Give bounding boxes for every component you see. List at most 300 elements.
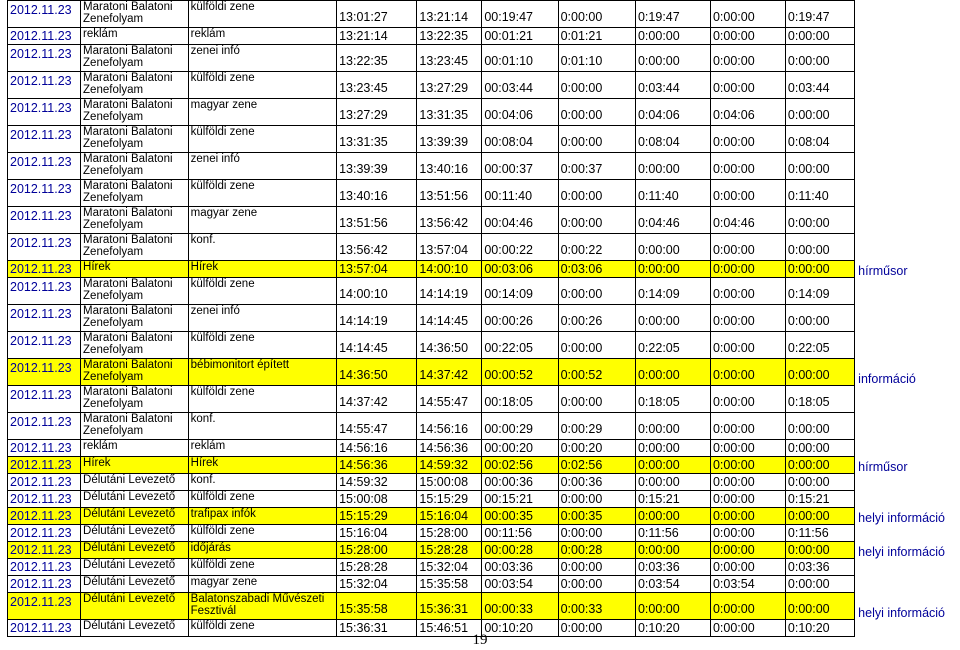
category-cell: magyar zene — [188, 99, 336, 126]
start-time-cell: 13:40:16 — [337, 180, 417, 207]
hungarian-music-cell: 0:00:00 — [710, 153, 785, 180]
music-duration-cell: 0:10:20 — [635, 620, 710, 637]
program-cell: Maratoni Balatoni Zenefolyam — [81, 359, 189, 386]
start-time-cell: 13:39:39 — [337, 153, 417, 180]
table-row — [8, 278, 960, 305]
hungarian-music-cell: 0:04:06 — [710, 99, 785, 126]
foreign-music-cell: 0:00:00 — [785, 508, 854, 525]
music-duration-cell: 0:00:00 — [635, 261, 710, 278]
foreign-music-cell: 0:00:00 — [785, 28, 854, 45]
note-cell: információ — [858, 371, 916, 386]
start-time-cell: 14:00:10 — [337, 278, 417, 305]
start-time-cell: 13:22:35 — [337, 45, 417, 72]
table-row — [8, 386, 960, 413]
foreign-music-cell: 0:00:00 — [785, 474, 854, 491]
category-cell: reklám — [188, 440, 336, 457]
program-cell: Maratoni Balatoni Zenefolyam — [81, 1, 189, 28]
music-duration-cell: 0:00:00 — [635, 440, 710, 457]
music-duration-cell: 0:19:47 — [635, 1, 710, 28]
category-cell: zenei infó — [188, 153, 336, 180]
program-cell: Délutáni Levezető — [81, 576, 189, 593]
end-time-cell: 15:32:04 — [417, 559, 482, 576]
music-duration-cell: 0:04:06 — [635, 99, 710, 126]
table-row — [8, 45, 960, 72]
note-cell: helyi információ — [858, 510, 946, 525]
table-row — [8, 180, 960, 207]
speech-duration-cell: 0:00:33 — [558, 593, 635, 620]
music-duration-cell: 0:00:00 — [635, 234, 710, 261]
music-duration-cell: 0:14:09 — [635, 278, 710, 305]
table-row — [8, 542, 960, 559]
duration-cell: 00:03:44 — [482, 72, 558, 99]
table-row — [8, 234, 960, 261]
hungarian-music-cell: 0:00:00 — [710, 261, 785, 278]
foreign-music-cell: 0:11:40 — [785, 180, 854, 207]
category-cell: Hírek — [188, 457, 336, 474]
note-cell — [855, 386, 960, 413]
note-cell: helyi információ — [858, 544, 946, 559]
duration-cell: 00:00:52 — [482, 359, 558, 386]
start-time-cell: 15:35:58 — [337, 593, 417, 620]
end-time-cell: 14:56:36 — [417, 440, 482, 457]
speech-duration-cell: 0:01:10 — [558, 45, 635, 72]
program-cell: Maratoni Balatoni Zenefolyam — [81, 99, 189, 126]
hungarian-music-cell: 0:00:00 — [710, 126, 785, 153]
end-time-cell: 15:28:00 — [417, 525, 482, 542]
category-cell: külföldi zene — [188, 525, 336, 542]
speech-duration-cell: 0:00:00 — [558, 1, 635, 28]
note-cell — [855, 413, 960, 440]
end-time-cell: 14:37:42 — [417, 359, 482, 386]
note-cell — [855, 440, 960, 457]
category-cell: külföldi zene — [188, 620, 336, 637]
note-cell — [855, 72, 960, 99]
program-cell: Délutáni Levezető — [81, 525, 189, 542]
table-row — [8, 126, 960, 153]
music-duration-cell: 0:03:36 — [635, 559, 710, 576]
date-cell: 2012.11.23 — [8, 542, 81, 559]
category-cell: külföldi zene — [188, 386, 336, 413]
category-cell: zenei infó — [188, 45, 336, 72]
foreign-music-cell: 0:00:00 — [785, 593, 854, 620]
speech-duration-cell: 0:00:37 — [558, 153, 635, 180]
foreign-music-cell: 0:03:44 — [785, 72, 854, 99]
table-row — [8, 99, 960, 126]
end-time-cell: 15:46:51 — [417, 620, 482, 637]
table-row — [8, 28, 960, 45]
start-time-cell: 15:28:28 — [337, 559, 417, 576]
foreign-music-cell: 0:11:56 — [785, 525, 854, 542]
category-cell: konf. — [188, 234, 336, 261]
start-time-cell: 14:55:47 — [337, 413, 417, 440]
category-cell: reklám — [188, 28, 336, 45]
category-cell: külföldi zene — [188, 126, 336, 153]
duration-cell: 00:08:04 — [482, 126, 558, 153]
speech-duration-cell: 0:00:00 — [558, 207, 635, 234]
date-cell: 2012.11.23 — [8, 386, 81, 413]
duration-cell: 00:04:06 — [482, 99, 558, 126]
foreign-music-cell: 0:00:00 — [785, 359, 854, 386]
program-cell: Maratoni Balatoni Zenefolyam — [81, 305, 189, 332]
end-time-cell: 13:21:14 — [417, 1, 482, 28]
end-time-cell: 14:14:19 — [417, 278, 482, 305]
program-cell: Maratoni Balatoni Zenefolyam — [81, 72, 189, 99]
speech-duration-cell: 0:00:00 — [558, 576, 635, 593]
program-cell: Maratoni Balatoni Zenefolyam — [81, 180, 189, 207]
start-time-cell: 15:16:04 — [337, 525, 417, 542]
foreign-music-cell: 0:00:00 — [785, 207, 854, 234]
category-cell: konf. — [188, 413, 336, 440]
duration-cell: 00:14:09 — [482, 278, 558, 305]
speech-duration-cell: 0:00:00 — [558, 99, 635, 126]
date-cell: 2012.11.23 — [8, 359, 81, 386]
start-time-cell: 14:37:42 — [337, 386, 417, 413]
speech-duration-cell: 0:00:00 — [558, 620, 635, 637]
speech-duration-cell: 0:00:00 — [558, 126, 635, 153]
program-cell: Délutáni Levezető — [81, 593, 189, 620]
end-time-cell: 15:28:28 — [417, 542, 482, 559]
date-cell: 2012.11.23 — [8, 180, 81, 207]
program-cell: Maratoni Balatoni Zenefolyam — [81, 386, 189, 413]
foreign-music-cell: 0:00:00 — [785, 457, 854, 474]
speech-duration-cell: 0:00:28 — [558, 542, 635, 559]
start-time-cell: 14:14:19 — [337, 305, 417, 332]
foreign-music-cell: 0:18:05 — [785, 386, 854, 413]
end-time-cell: 13:22:35 — [417, 28, 482, 45]
end-time-cell: 13:23:45 — [417, 45, 482, 72]
hungarian-music-cell: 0:00:00 — [710, 28, 785, 45]
foreign-music-cell: 0:00:00 — [785, 99, 854, 126]
note-cell: hírműsor — [858, 459, 908, 474]
category-cell: Hírek — [188, 261, 336, 278]
category-cell: zenei infó — [188, 305, 336, 332]
hungarian-music-cell: 0:00:00 — [710, 305, 785, 332]
program-cell: Délutáni Levezető — [81, 542, 189, 559]
duration-cell: 00:10:20 — [482, 620, 558, 637]
end-time-cell: 13:40:16 — [417, 153, 482, 180]
duration-cell: 00:11:56 — [482, 525, 558, 542]
music-duration-cell: 0:18:05 — [635, 386, 710, 413]
program-cell: Délutáni Levezető — [81, 620, 189, 637]
note-cell — [855, 234, 960, 261]
program-cell: Délutáni Levezető — [81, 474, 189, 491]
note-cell — [855, 180, 960, 207]
date-cell: 2012.11.23 — [8, 508, 81, 525]
start-time-cell: 13:27:29 — [337, 99, 417, 126]
program-cell: Délutáni Levezető — [81, 491, 189, 508]
music-duration-cell: 0:03:44 — [635, 72, 710, 99]
foreign-music-cell: 0:00:00 — [785, 261, 854, 278]
start-time-cell: 13:51:56 — [337, 207, 417, 234]
hungarian-music-cell: 0:03:54 — [710, 576, 785, 593]
category-cell: konf. — [188, 474, 336, 491]
date-cell: 2012.11.23 — [8, 413, 81, 440]
end-time-cell: 15:35:58 — [417, 576, 482, 593]
start-time-cell: 14:59:32 — [337, 474, 417, 491]
music-duration-cell: 0:08:04 — [635, 126, 710, 153]
hungarian-music-cell: 0:00:00 — [710, 440, 785, 457]
table-row — [8, 153, 960, 180]
end-time-cell: 13:31:35 — [417, 99, 482, 126]
start-time-cell: 13:57:04 — [337, 261, 417, 278]
speech-duration-cell: 0:00:20 — [558, 440, 635, 457]
duration-cell: 00:00:22 — [482, 234, 558, 261]
end-time-cell: 13:39:39 — [417, 126, 482, 153]
foreign-music-cell: 0:00:00 — [785, 576, 854, 593]
program-cell: Hírek — [81, 457, 189, 474]
date-cell: 2012.11.23 — [8, 559, 81, 576]
note-cell — [855, 207, 960, 234]
date-cell: 2012.11.23 — [8, 576, 81, 593]
speech-duration-cell: 0:00:35 — [558, 508, 635, 525]
date-cell: 2012.11.23 — [8, 28, 81, 45]
duration-cell: 00:11:40 — [482, 180, 558, 207]
speech-duration-cell: 0:00:36 — [558, 474, 635, 491]
duration-cell: 00:18:05 — [482, 386, 558, 413]
note-cell — [855, 576, 960, 593]
note-cell — [855, 491, 960, 508]
foreign-music-cell: 0:10:20 — [785, 620, 854, 637]
table-row — [8, 1, 960, 28]
end-time-cell: 14:36:50 — [417, 332, 482, 359]
start-time-cell: 13:31:35 — [337, 126, 417, 153]
note-cell — [855, 332, 960, 359]
hungarian-music-cell: 0:00:00 — [710, 332, 785, 359]
table-row — [8, 474, 960, 491]
start-time-cell: 14:56:36 — [337, 457, 417, 474]
end-time-cell: 14:55:47 — [417, 386, 482, 413]
date-cell: 2012.11.23 — [8, 278, 81, 305]
table-row — [8, 261, 960, 278]
note-cell — [855, 474, 960, 491]
duration-cell: 00:02:56 — [482, 457, 558, 474]
note-cell — [855, 45, 960, 72]
date-cell: 2012.11.23 — [8, 620, 81, 637]
note-cell — [855, 525, 960, 542]
speech-duration-cell: 0:02:56 — [558, 457, 635, 474]
program-cell: Maratoni Balatoni Zenefolyam — [81, 413, 189, 440]
date-cell: 2012.11.23 — [8, 99, 81, 126]
foreign-music-cell: 0:00:00 — [785, 45, 854, 72]
broadcast-log-table — [7, 0, 960, 637]
program-cell: Délutáni Levezető — [81, 508, 189, 525]
start-time-cell: 15:15:29 — [337, 508, 417, 525]
duration-cell: 00:00:35 — [482, 508, 558, 525]
date-cell: 2012.11.23 — [8, 234, 81, 261]
date-cell: 2012.11.23 — [8, 440, 81, 457]
music-duration-cell: 0:22:05 — [635, 332, 710, 359]
foreign-music-cell: 0:00:00 — [785, 234, 854, 261]
date-cell: 2012.11.23 — [8, 261, 81, 278]
note-cell — [855, 559, 960, 576]
date-cell: 2012.11.23 — [8, 207, 81, 234]
note-cell — [855, 278, 960, 305]
speech-duration-cell: 0:00:00 — [558, 491, 635, 508]
hungarian-music-cell: 0:00:00 — [710, 180, 785, 207]
program-cell: reklám — [81, 440, 189, 457]
table-row — [8, 440, 960, 457]
date-cell: 2012.11.23 — [8, 305, 81, 332]
table-row — [8, 491, 960, 508]
foreign-music-cell: 0:00:00 — [785, 440, 854, 457]
program-cell: Maratoni Balatoni Zenefolyam — [81, 234, 189, 261]
music-duration-cell: 0:11:40 — [635, 180, 710, 207]
end-time-cell: 14:14:45 — [417, 305, 482, 332]
end-time-cell: 14:00:10 — [417, 261, 482, 278]
duration-cell: 00:00:33 — [482, 593, 558, 620]
note-cell — [855, 99, 960, 126]
duration-cell: 00:03:54 — [482, 576, 558, 593]
foreign-music-cell: 0:19:47 — [785, 1, 854, 28]
start-time-cell: 13:23:45 — [337, 72, 417, 99]
category-cell: magyar zene — [188, 576, 336, 593]
hungarian-music-cell: 0:00:00 — [710, 457, 785, 474]
program-cell: reklám — [81, 28, 189, 45]
hungarian-music-cell: 0:00:00 — [710, 234, 785, 261]
date-cell: 2012.11.23 — [8, 491, 81, 508]
end-time-cell: 13:51:56 — [417, 180, 482, 207]
hungarian-music-cell: 0:00:00 — [710, 413, 785, 440]
foreign-music-cell: 0:14:09 — [785, 278, 854, 305]
end-time-cell: 15:15:29 — [417, 491, 482, 508]
music-duration-cell: 0:00:00 — [635, 508, 710, 525]
note-cell — [855, 1, 960, 28]
speech-duration-cell: 0:00:00 — [558, 72, 635, 99]
end-time-cell: 15:16:04 — [417, 508, 482, 525]
speech-duration-cell: 0:00:00 — [558, 525, 635, 542]
speech-duration-cell: 0:00:22 — [558, 234, 635, 261]
table-row — [8, 525, 960, 542]
category-cell: külföldi zene — [188, 180, 336, 207]
foreign-music-cell: 0:22:05 — [785, 332, 854, 359]
category-cell: külföldi zene — [188, 491, 336, 508]
music-duration-cell: 0:00:00 — [635, 413, 710, 440]
duration-cell: 00:01:10 — [482, 45, 558, 72]
duration-cell: 00:22:05 — [482, 332, 558, 359]
duration-cell: 00:15:21 — [482, 491, 558, 508]
hungarian-music-cell: 0:00:00 — [710, 386, 785, 413]
program-cell: Maratoni Balatoni Zenefolyam — [81, 126, 189, 153]
music-duration-cell: 0:04:46 — [635, 207, 710, 234]
music-duration-cell: 0:00:00 — [635, 28, 710, 45]
music-duration-cell: 0:00:00 — [635, 457, 710, 474]
hungarian-music-cell: 0:00:00 — [710, 525, 785, 542]
note-cell: hírműsor — [858, 263, 908, 278]
speech-duration-cell: 0:00:29 — [558, 413, 635, 440]
date-cell: 2012.11.23 — [8, 457, 81, 474]
program-cell: Maratoni Balatoni Zenefolyam — [81, 278, 189, 305]
start-time-cell: 13:56:42 — [337, 234, 417, 261]
start-time-cell: 15:00:08 — [337, 491, 417, 508]
end-time-cell: 15:36:31 — [417, 593, 482, 620]
note-cell — [855, 305, 960, 332]
note-cell — [855, 126, 960, 153]
end-time-cell: 14:56:16 — [417, 413, 482, 440]
hungarian-music-cell: 0:00:00 — [710, 45, 785, 72]
date-cell: 2012.11.23 — [8, 332, 81, 359]
speech-duration-cell: 0:01:21 — [558, 28, 635, 45]
program-cell: Maratoni Balatoni Zenefolyam — [81, 153, 189, 180]
table-row — [8, 332, 960, 359]
speech-duration-cell: 0:00:26 — [558, 305, 635, 332]
note-cell — [855, 153, 960, 180]
category-cell: Balatonszabadi Művészeti Fesztivál — [188, 593, 336, 620]
category-cell: külföldi zene — [188, 332, 336, 359]
category-cell: külföldi zene — [188, 278, 336, 305]
program-cell: Maratoni Balatoni Zenefolyam — [81, 207, 189, 234]
category-cell: külföldi zene — [188, 1, 336, 28]
table-row — [8, 593, 960, 620]
program-cell: Hírek — [81, 261, 189, 278]
category-cell: magyar zene — [188, 207, 336, 234]
date-cell: 2012.11.23 — [8, 525, 81, 542]
duration-cell: 00:00:37 — [482, 153, 558, 180]
end-time-cell: 15:00:08 — [417, 474, 482, 491]
foreign-music-cell: 0:15:21 — [785, 491, 854, 508]
start-time-cell: 14:56:16 — [337, 440, 417, 457]
date-cell: 2012.11.23 — [8, 45, 81, 72]
category-cell: bébimonitort épített — [188, 359, 336, 386]
speech-duration-cell: 0:00:52 — [558, 359, 635, 386]
hungarian-music-cell: 0:00:00 — [710, 491, 785, 508]
start-time-cell: 14:14:45 — [337, 332, 417, 359]
duration-cell: 00:00:36 — [482, 474, 558, 491]
table-row — [8, 305, 960, 332]
speech-duration-cell: 0:00:00 — [558, 332, 635, 359]
duration-cell: 00:00:28 — [482, 542, 558, 559]
hungarian-music-cell: 0:00:00 — [710, 542, 785, 559]
note-cell: helyi információ — [858, 605, 946, 620]
table-row — [8, 508, 960, 525]
speech-duration-cell: 0:00:00 — [558, 386, 635, 413]
category-cell: időjárás — [188, 542, 336, 559]
table-row — [8, 457, 960, 474]
end-time-cell: 14:59:32 — [417, 457, 482, 474]
foreign-music-cell: 0:00:00 — [785, 542, 854, 559]
speech-duration-cell: 0:03:06 — [558, 261, 635, 278]
hungarian-music-cell: 0:00:00 — [710, 508, 785, 525]
music-duration-cell: 0:11:56 — [635, 525, 710, 542]
table-row — [8, 576, 960, 593]
program-cell: Maratoni Balatoni Zenefolyam — [81, 45, 189, 72]
duration-cell: 00:04:46 — [482, 207, 558, 234]
start-time-cell: 15:36:31 — [337, 620, 417, 637]
hungarian-music-cell: 0:00:00 — [710, 278, 785, 305]
table-body — [8, 1, 960, 637]
start-time-cell: 13:21:14 — [337, 28, 417, 45]
start-time-cell: 13:01:27 — [337, 1, 417, 28]
end-time-cell: 13:57:04 — [417, 234, 482, 261]
music-duration-cell: 0:00:00 — [635, 593, 710, 620]
music-duration-cell: 0:00:00 — [635, 305, 710, 332]
hungarian-music-cell: 0:00:00 — [710, 72, 785, 99]
speech-duration-cell: 0:00:00 — [558, 180, 635, 207]
page-number: 19 — [472, 632, 488, 648]
note-cell — [855, 28, 960, 45]
speech-duration-cell: 0:00:00 — [558, 559, 635, 576]
table-row — [8, 207, 960, 234]
speech-duration-cell: 0:00:00 — [558, 278, 635, 305]
foreign-music-cell: 0:00:00 — [785, 413, 854, 440]
start-time-cell: 15:28:00 — [337, 542, 417, 559]
end-time-cell: 13:27:29 — [417, 72, 482, 99]
hungarian-music-cell: 0:04:46 — [710, 207, 785, 234]
music-duration-cell: 0:00:00 — [635, 542, 710, 559]
date-cell: 2012.11.23 — [8, 153, 81, 180]
hungarian-music-cell: 0:00:00 — [710, 620, 785, 637]
table-row — [8, 72, 960, 99]
hungarian-music-cell: 0:00:00 — [710, 359, 785, 386]
